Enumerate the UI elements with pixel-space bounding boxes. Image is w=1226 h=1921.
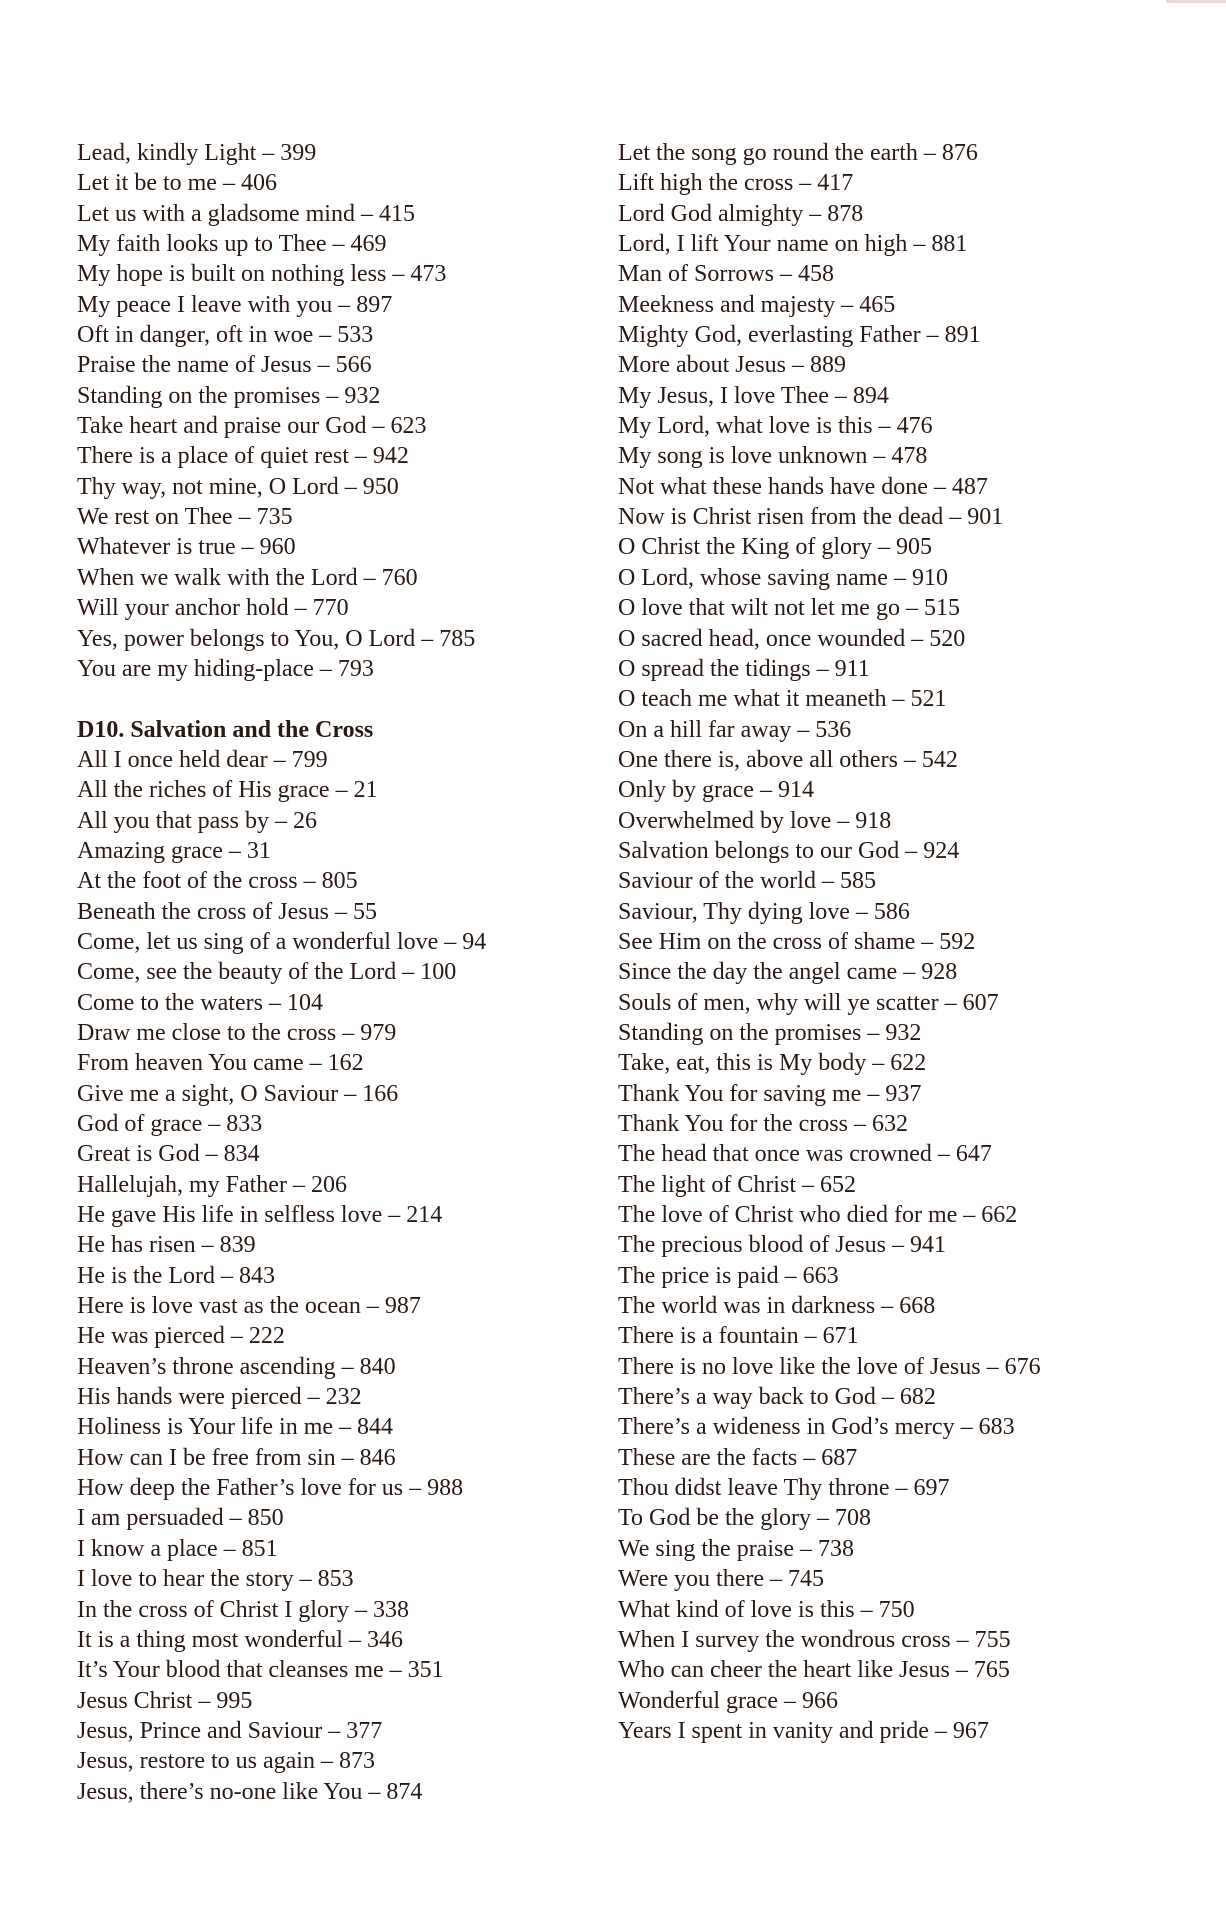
index-entry: My faith looks up to Thee – 469 [77,231,387,258]
index-entry: My Jesus, I love Thee – 894 [618,382,889,409]
index-entry: Oft in danger, oft in woe – 533 [77,322,374,349]
index-entry: All I once held dear – 799 [77,746,328,773]
index-entry: O teach me what it meaneth – 521 [618,686,947,713]
index-entry: His hands were pierced – 232 [77,1384,362,1411]
index-entry: The world was in darkness – 668 [618,1293,936,1320]
index-entry: How can I be free from sin – 846 [77,1444,396,1471]
index-entry: Hallelujah, my Father – 206 [77,1171,347,1198]
index-entry: Yes, power belongs to You, O Lord – 785 [77,625,476,652]
index-entry: Lift high the cross – 417 [618,170,854,197]
index-entry: Heaven’s throne ascending – 840 [77,1353,396,1380]
index-entry: At the foot of the cross – 805 [77,868,358,895]
index-entry: Let it be to me – 406 [77,170,277,197]
index-entry: Jesus, Prince and Saviour – 377 [77,1717,383,1744]
index-entry: I am persuaded – 850 [77,1505,284,1532]
index-entry: Let the song go round the earth – 876 [618,140,978,166]
index-entry: Lead, kindly Light – 399 [77,140,317,166]
index-entry: My Lord, what love is this – 476 [618,413,933,440]
index-entry: The head that once was crowned – 647 [618,1141,992,1168]
index-entry: There’s a way back to God – 682 [618,1384,936,1411]
index-entry: Holiness is Your life in me – 844 [77,1414,394,1441]
index-entry: God of grace – 833 [77,1111,263,1137]
index-entry: Thank You for saving me – 937 [618,1080,922,1107]
index-entry: The light of Christ – 652 [618,1171,856,1198]
index-entry: The price is paid – 663 [618,1262,839,1289]
section-heading: D10. Salvation and the Cross [77,716,374,743]
index-entry: Now is Christ risen from the dead – 901 [618,504,1004,531]
index-entry: Lord God almighty – 878 [618,200,864,227]
index-entry: In the cross of Christ I glory – 338 [77,1596,409,1623]
index-entry: Saviour, Thy dying love – 586 [618,898,910,925]
index-entry: The love of Christ who died for me – 662 [618,1202,1018,1229]
index-entry: Mighty God, everlasting Father – 891 [618,322,981,349]
index-entry: He was pierced – 222 [77,1323,285,1350]
index-entry: Meekness and majesty – 465 [618,291,896,318]
index-entry: Amazing grace – 31 [77,837,271,864]
index-entry: Souls of men, why will ye scatter – 607 [618,989,999,1016]
index-entry: Take, eat, this is My body – 622 [618,1050,927,1077]
index-entry: Come to the waters – 104 [77,989,323,1016]
index-entry: How deep the Father’s love for us – 988 [77,1475,464,1502]
index-entry: O love that wilt not let me go – 515 [618,595,960,622]
index-entry: Take heart and praise our God – 623 [77,413,427,440]
index-entry: He has risen – 839 [77,1232,256,1259]
index-entry: He gave His life in selfless love – 214 [77,1202,443,1229]
index-entry: Praise the name of Jesus – 566 [77,352,372,379]
index-entry: It’s Your blood that cleanses me – 351 [77,1657,444,1684]
index-entry: O sacred head, once wounded – 520 [618,625,966,652]
index-entry: All the riches of His grace – 21 [77,777,378,804]
index-entry: Were you there – 745 [618,1566,824,1593]
index-entry: Will your anchor hold – 770 [77,595,349,622]
index-entry: Thou didst leave Thy throne – 697 [618,1475,950,1502]
index-entry: Standing on the promises – 932 [77,382,381,409]
index-entry: Give me a sight, O Saviour – 166 [77,1080,399,1107]
index-entry: My peace I leave with you – 897 [77,291,393,318]
index-entry: Jesus, restore to us again – 873 [77,1748,375,1775]
index-entry: There’s a wideness in God’s mercy – 683 [618,1414,1015,1441]
scan-edge-mark [1166,0,1226,3]
index-entry: Great is God – 834 [77,1141,260,1168]
index-entry: My hope is built on nothing less – 473 [77,261,447,288]
index-entry: Years I spent in vanity and pride – 967 [618,1717,989,1744]
index-entry: Salvation belongs to our God – 924 [618,837,960,864]
index-entry: Draw me close to the cross – 979 [77,1019,397,1046]
left-column [77,138,597,1807]
index-entry: It is a thing most wonderful – 346 [77,1626,403,1653]
index-entry: Lord, I lift Your name on high – 881 [618,231,968,258]
index-entry: Here is love vast as the ocean – 987 [77,1293,421,1320]
index-entry: Saviour of the world – 585 [618,868,876,895]
index-entry: Standing on the promises – 932 [618,1019,922,1046]
section-spacer [77,684,597,714]
index-entry: From heaven You came – 162 [77,1050,364,1077]
index-entry: Wonderful grace – 966 [618,1687,838,1714]
index-entry: There is a fountain – 671 [618,1323,859,1350]
index-entry: I know a place – 851 [77,1535,278,1562]
index-entry: Only by grace – 914 [618,777,814,804]
index-entry: O Christ the King of glory – 905 [618,534,932,561]
index-entry: When we walk with the Lord – 760 [77,564,418,591]
index-entry: Thank You for the cross – 632 [618,1111,908,1137]
index-entry: Let us with a gladsome mind – 415 [77,200,415,227]
index-entry: I love to hear the story – 853 [77,1566,354,1593]
index-entry: You are my hiding-place – 793 [77,655,374,682]
index-entry: O Lord, whose saving name – 910 [618,564,948,591]
index-entry: The precious blood of Jesus – 941 [618,1232,946,1259]
index-entry: Beneath the cross of Jesus – 55 [77,898,377,925]
index-entry: More about Jesus – 889 [618,352,846,379]
index-entry: Whatever is true – 960 [77,534,296,561]
index-entry: Overwhelmed by love – 918 [618,807,892,834]
index-entry: Who can cheer the heart like Jesus – 765 [618,1657,1010,1684]
index-entry: All you that pass by – 26 [77,807,317,834]
index-entry: There is a place of quiet rest – 942 [77,443,409,470]
index-entry: We sing the praise – 738 [618,1535,855,1562]
index-entry: Come, see the beauty of the Lord – 100 [77,959,457,986]
index-entry: To God be the glory – 708 [618,1505,871,1532]
index-entry: He is the Lord – 843 [77,1262,275,1289]
index-entry: What kind of love is this – 750 [618,1596,915,1623]
index-entry: Not what these hands have done – 487 [618,473,988,500]
index-entry: Since the day the angel came – 928 [618,959,958,986]
index-entry: Thy way, not mine, O Lord – 950 [77,473,399,500]
index-entry: Jesus Christ – 995 [77,1687,253,1714]
index-entry: Come, let us sing of a wonderful love – 94 [77,928,487,955]
index-entry: We rest on Thee – 735 [77,504,293,531]
index-entry: Jesus, there’s no-one like You – 874 [77,1778,423,1805]
index-entry: On a hill far away – 536 [618,716,852,743]
right-column [618,138,1178,1746]
index-entry: These are the facts – 687 [618,1444,858,1471]
index-entry: One there is, above all others – 542 [618,746,958,773]
index-entry: My song is love unknown – 478 [618,443,928,470]
index-entry: O spread the tidings – 911 [618,655,870,682]
index-entry: When I survey the wondrous cross – 755 [618,1626,1011,1653]
index-entry: See Him on the cross of shame – 592 [618,928,976,955]
index-entry: There is no love like the love of Jesus – 676 [618,1353,1041,1380]
index-entry: Man of Sorrows – 458 [618,261,834,288]
